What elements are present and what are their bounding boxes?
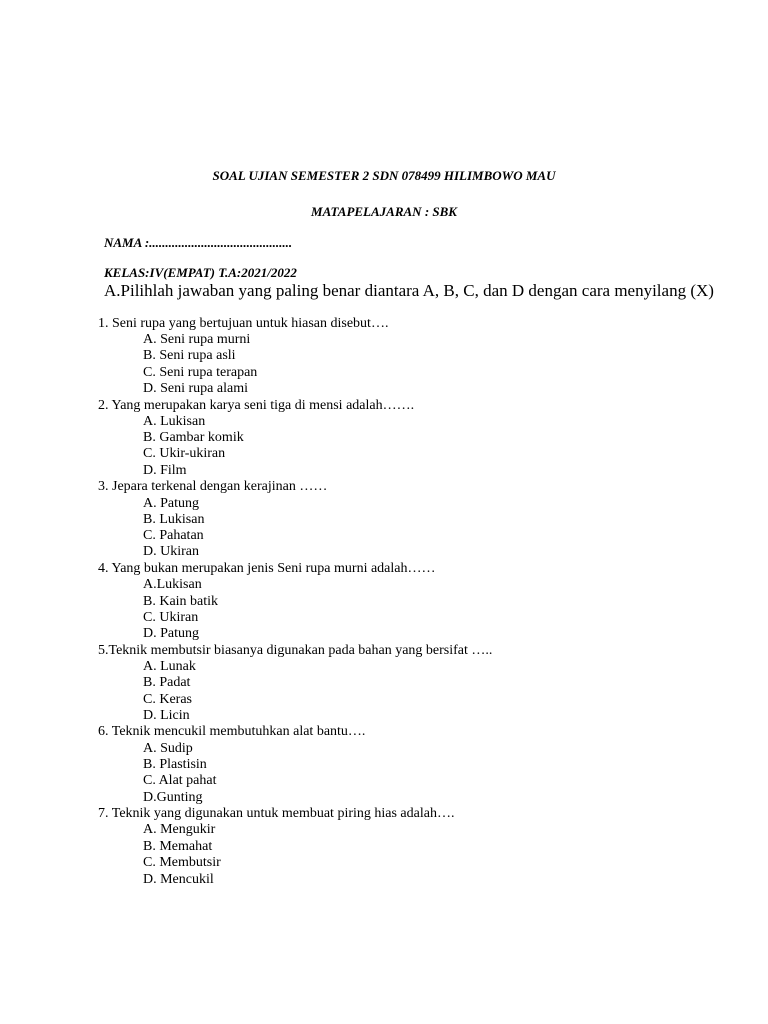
- option-7c: C. Membutsir: [143, 855, 221, 870]
- question-1: 1. Seni rupa yang bertujuan untuk hiasan disebut….: [98, 316, 389, 331]
- option-3b: B. Lukisan: [143, 512, 205, 527]
- option-7a: A. Mengukir: [143, 822, 216, 837]
- option-2c: C. Ukir-ukiran: [143, 446, 226, 461]
- option-4d: D. Patung: [143, 626, 199, 641]
- option-4b: B. Kain batik: [143, 594, 219, 609]
- option-2d: D. Film: [143, 463, 187, 478]
- option-3c: C. Pahatan: [143, 528, 204, 543]
- option-3a: A. Patung: [143, 496, 199, 511]
- option-7d: D. Mencukil: [143, 872, 214, 887]
- question-7: 7. Teknik yang digunakan untuk membuat piring hias adalah….: [98, 806, 455, 821]
- option-1b: B. Seni rupa asli: [143, 348, 236, 363]
- question-2: 2. Yang merupakan karya seni tiga di mensi adalah…….: [98, 398, 415, 413]
- question-4: 4. Yang bukan merupakan jenis Seni rupa murni adalah……: [98, 561, 436, 576]
- option-5a: A. Lunak: [143, 659, 196, 674]
- subject-line: MATAPELAJARAN : SBK: [311, 204, 457, 219]
- question-6: 6. Teknik mencukil membutuhkan alat bantu….: [98, 724, 366, 739]
- class-line: KELAS:IV(EMPAT) T.A:2021/2022: [104, 265, 297, 280]
- option-6a: A. Sudip: [143, 741, 193, 756]
- option-6c: C. Alat pahat: [143, 773, 217, 788]
- option-2b: B. Gambar komik: [143, 430, 244, 445]
- option-4a: A.Lukisan: [143, 577, 202, 592]
- name-line: NAMA :............................................: [104, 235, 293, 250]
- instruction-text: A.Pilihlah jawaban yang paling benar diantara A, B, C, dan D dengan cara menyilang (X): [104, 281, 714, 300]
- option-5c: C. Keras: [143, 692, 192, 707]
- question-3: 3. Jepara terkenal dengan kerajinan ……: [98, 479, 328, 494]
- option-3d: D. Ukiran: [143, 544, 199, 559]
- option-7b: B. Memahat: [143, 839, 213, 854]
- option-6b: B. Plastisin: [143, 757, 207, 772]
- option-1c: C. Seni rupa terapan: [143, 365, 258, 380]
- exam-title: SOAL UJIAN SEMESTER 2 SDN 078499 HILIMBOWO MAU: [212, 168, 556, 183]
- option-4c: C. Ukiran: [143, 610, 199, 625]
- option-5d: D. Licin: [143, 708, 190, 723]
- option-1a: A. Seni rupa murni: [143, 332, 251, 347]
- option-6d: D.Gunting: [143, 790, 203, 805]
- option-5b: B. Padat: [143, 675, 191, 690]
- option-1d: D. Seni rupa alami: [143, 381, 248, 396]
- question-5: 5.Teknik membutsir biasanya digunakan pada bahan yang bersifat …..: [98, 643, 493, 658]
- option-2a: A. Lukisan: [143, 414, 206, 429]
